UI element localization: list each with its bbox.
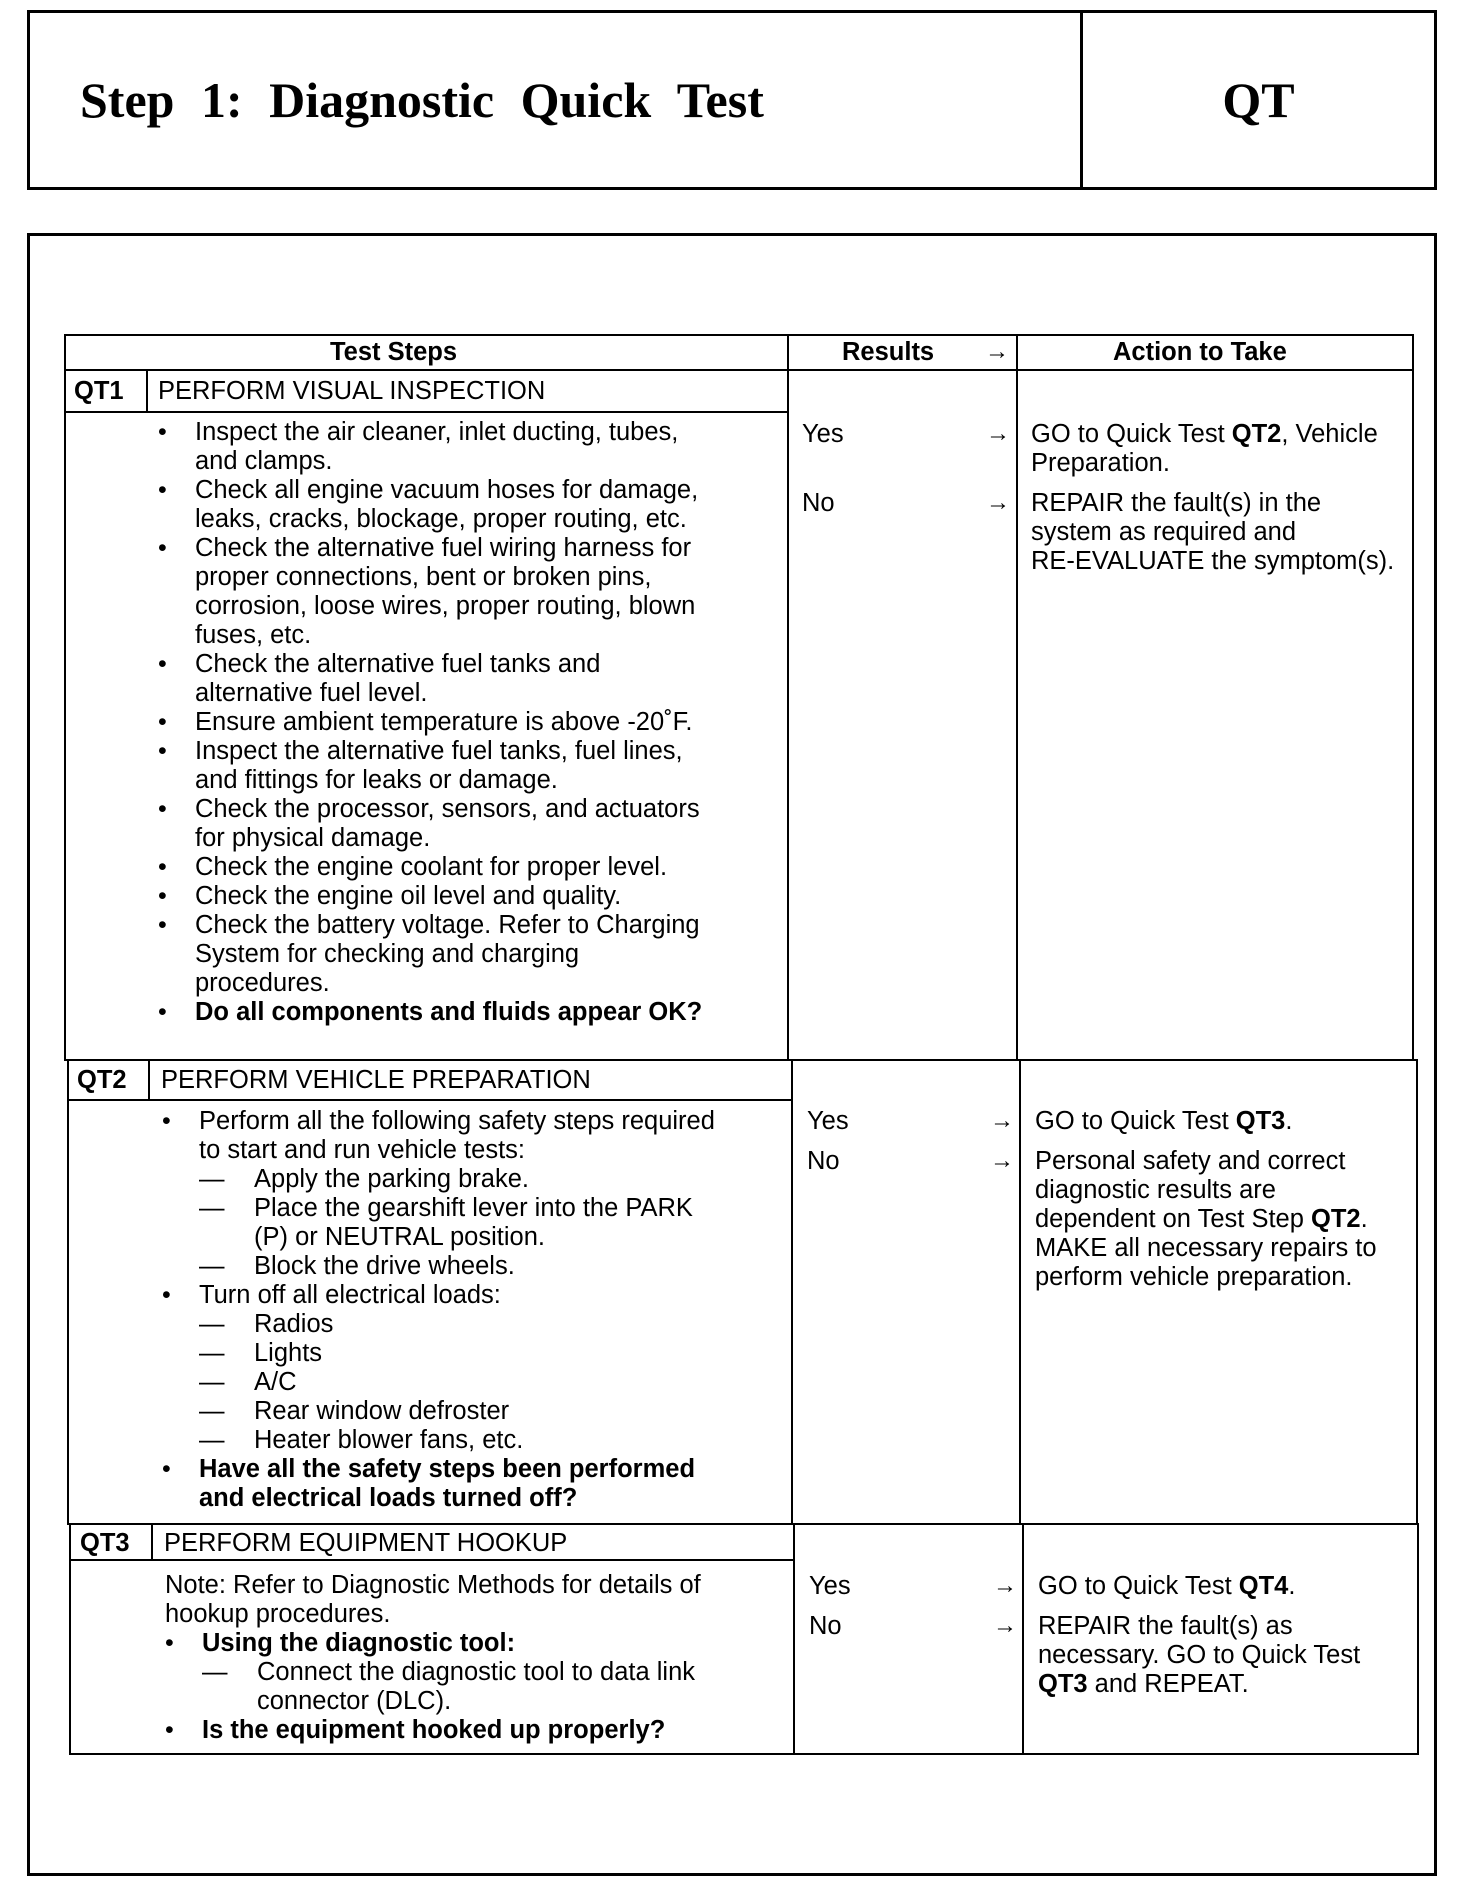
arrow-icon: → (985, 338, 1009, 365)
bullet-icon: • (158, 911, 167, 939)
list-item: leaks, cracks, blockage, proper routing, etc. (195, 505, 687, 533)
bullet-icon: • (158, 476, 167, 504)
bullet-icon: • (158, 853, 167, 881)
list-item: Check the battery voltage. Refer to Charging (195, 911, 700, 939)
action-yes-qt1: GO to Quick Test QT2, Vehicle (1031, 420, 1378, 448)
list-item: proper connections, bent or broken pins, (195, 563, 652, 591)
list-item: to start and run vehicle tests: (199, 1136, 525, 1164)
list-item: Check all engine vacuum hoses for damage, (195, 476, 699, 504)
result-no: No (802, 489, 835, 517)
result-no: No (809, 1612, 842, 1640)
bullet-icon: • (165, 1716, 174, 1744)
action-no-qt2: Personal safety and correct (1035, 1147, 1346, 1175)
list-item: Inspect the air cleaner, inlet ducting, tubes, (195, 418, 679, 446)
arrow-icon: → (993, 1612, 1017, 1639)
action-yes-qt3: GO to Quick Test QT4. (1038, 1572, 1296, 1600)
list-item: Inspect the alternative fuel tanks, fuel lines, (195, 737, 683, 765)
arrow-icon: → (990, 1107, 1014, 1134)
column-header-results: Results (842, 338, 935, 366)
list-item: Apply the parking brake. (254, 1165, 529, 1193)
list-item-question: Is the equipment hooked up properly? (202, 1716, 666, 1744)
dash-icon: — (199, 1426, 225, 1454)
note-text: hookup procedures. (165, 1600, 391, 1628)
bullet-icon: • (162, 1281, 171, 1309)
action-no-qt1: RE-EVALUATE the symptom(s). (1031, 547, 1395, 575)
action-yes-qt1-cont: Preparation. (1031, 449, 1170, 477)
list-item: Place the gearshift lever into the PARK (254, 1194, 693, 1222)
list-item: Heater blower fans, etc. (254, 1426, 524, 1454)
list-item: Connect the diagnostic tool to data link (257, 1658, 696, 1686)
list-item: corrosion, loose wires, proper routing, blown (195, 592, 696, 620)
action-no-qt1: REPAIR the fault(s) in the (1031, 489, 1322, 517)
result-yes: Yes (802, 420, 844, 448)
bullet-icon: • (165, 1629, 174, 1657)
list-item: fuses, etc. (195, 621, 312, 649)
list-item: Check the processor, sensors, and actuators (195, 795, 700, 823)
action-no-qt2: dependent on Test Step QT2. (1035, 1205, 1368, 1233)
list-item-question: Do all components and fluids appear OK? (195, 998, 703, 1026)
list-item: Using the diagnostic tool: (202, 1629, 516, 1657)
page-code: QT (1222, 72, 1295, 128)
action-no-qt2: diagnostic results are (1035, 1176, 1276, 1204)
step-id-qt1: QT1 (74, 377, 124, 405)
list-item: connector (DLC). (257, 1687, 452, 1715)
list-item: procedures. (195, 969, 330, 997)
list-item: Lights (254, 1339, 323, 1367)
list-item: and clamps. (195, 447, 333, 475)
list-item: (P) or NEUTRAL position. (254, 1223, 545, 1251)
step-title-qt3: PERFORM EQUIPMENT HOOKUP (164, 1529, 568, 1557)
dash-icon: — (199, 1368, 225, 1396)
bullet-icon: • (162, 1107, 171, 1135)
arrow-icon: → (986, 489, 1010, 516)
step-id-qt2: QT2 (77, 1066, 127, 1094)
arrow-icon: → (986, 420, 1010, 447)
dash-icon: — (199, 1339, 225, 1367)
action-no-qt2: MAKE all necessary repairs to (1035, 1234, 1377, 1262)
list-item: Block the drive wheels. (254, 1252, 515, 1280)
bullet-icon: • (158, 795, 167, 823)
column-header-test-steps: Test Steps (330, 338, 458, 366)
result-no: No (807, 1147, 840, 1175)
list-item: A/C (254, 1368, 297, 1396)
action-no-qt3: QT3 and REPEAT. (1038, 1670, 1249, 1698)
bullet-icon: • (158, 650, 167, 678)
list-item: Perform all the following safety steps required (199, 1107, 715, 1135)
bullet-icon: • (158, 737, 167, 765)
list-item-question: and electrical loads turned off? (199, 1484, 578, 1512)
list-item-question: Have all the safety steps been performed (199, 1455, 696, 1483)
arrow-icon: → (993, 1572, 1017, 1599)
dash-icon: — (199, 1194, 225, 1222)
list-item: and fittings for leaks or damage. (195, 766, 558, 794)
list-item: Turn off all electrical loads: (199, 1281, 501, 1309)
list-item: Radios (254, 1310, 334, 1338)
action-no-qt3: necessary. GO to Quick Test (1038, 1641, 1361, 1669)
bullet-icon: • (158, 882, 167, 910)
bullet-icon: • (158, 534, 167, 562)
dash-icon: — (199, 1397, 225, 1425)
list-item: alternative fuel level. (195, 679, 428, 707)
column-header-action: Action to Take (1113, 338, 1287, 366)
page-header (27, 10, 1437, 190)
result-yes: Yes (807, 1107, 849, 1135)
list-item: Ensure ambient temperature is above -20˚F. (195, 708, 693, 736)
note-text: Note: Refer to Diagnostic Methods for details of (165, 1571, 701, 1599)
list-item: System for checking and charging (195, 940, 580, 968)
dash-icon: — (199, 1252, 225, 1280)
content-frame (27, 233, 1437, 1876)
bullet-icon: • (162, 1455, 171, 1483)
bullet-icon: • (158, 998, 167, 1026)
list-item: for physical damage. (195, 824, 431, 852)
list-item: Check the engine coolant for proper level. (195, 853, 668, 881)
list-item: Check the engine oil level and quality. (195, 882, 622, 910)
action-no-qt3: REPAIR the fault(s) as (1038, 1612, 1293, 1640)
dash-icon: — (202, 1658, 228, 1686)
result-yes: Yes (809, 1572, 851, 1600)
list-item: Check the alternative fuel wiring harness for (195, 534, 692, 562)
action-no-qt2: perform vehicle preparation. (1035, 1263, 1353, 1291)
step-title-qt1: PERFORM VISUAL INSPECTION (158, 377, 546, 405)
step-title-qt2: PERFORM VEHICLE PREPARATION (161, 1066, 591, 1094)
dash-icon: — (199, 1165, 225, 1193)
action-yes-qt2: GO to Quick Test QT3. (1035, 1107, 1293, 1135)
list-item: Rear window defroster (254, 1397, 510, 1425)
list-item: Check the alternative fuel tanks and (195, 650, 601, 678)
page-title: Step 1: Diagnostic Quick Test (30, 13, 1083, 187)
step-id-qt3: QT3 (80, 1529, 130, 1557)
bullet-icon: • (158, 708, 167, 736)
action-no-qt1: system as required and (1031, 518, 1297, 546)
bullet-icon: • (158, 418, 167, 446)
arrow-icon: → (990, 1147, 1014, 1174)
dash-icon: — (199, 1310, 225, 1338)
